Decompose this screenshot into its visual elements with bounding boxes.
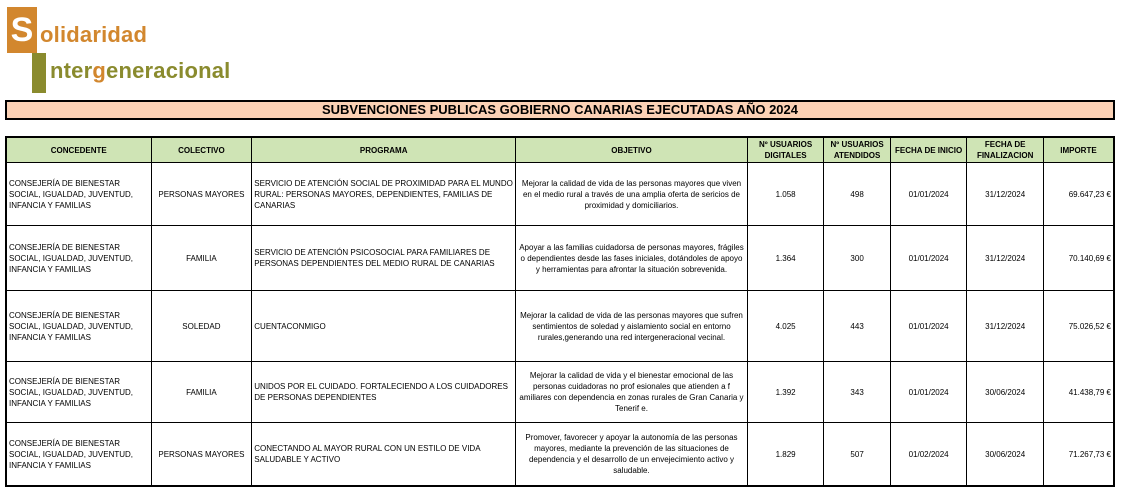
- cell-usuarios-atendidos: 498: [824, 163, 890, 226]
- cell-fecha-fin: 30/06/2024: [967, 423, 1044, 487]
- table-row: [6, 226, 1114, 291]
- cell-importe: 69.647,23 €: [1043, 163, 1114, 226]
- logo: [4, 4, 256, 94]
- page-title: SUBVENCIONES PUBLICAS GOBIERNO CANARIAS EJECUTADAS AÑO 2024: [5, 100, 1115, 120]
- cell-fecha-inicio: 01/01/2024: [890, 163, 967, 226]
- header-colectivo: COLECTIVO: [151, 137, 252, 163]
- cell-usuarios-atendidos: 443: [824, 291, 890, 362]
- header-usuarios-atendidos: Nº USUARIOS ATENDIDOS: [824, 137, 890, 163]
- cell-programa: SERVICIO DE ATENCIÓN PSICOSOCIAL PARA FAMILIARES DE PERSONAS DEPENDIENTES DEL MEDIO RURAL DE CANARIAS: [252, 226, 516, 291]
- logo-letter-s: S: [10, 11, 34, 49]
- cell-objetivo: Mejorar la calidad de vida y el bienestar emocional de las personas cuidadoras no prof esionales que atienden a f amiliares con dependencia en zonas rurales de Gran Canaria y Tenerif e.: [516, 362, 748, 423]
- cell-objetivo: Apoyar a las familias cuidadorsa de personas mayores, frágiles o dependientes desde las fases iniciales, dotándoles de apoyo y herramientas para afrontar la situación sobrevenida.: [516, 226, 748, 291]
- table-row: [6, 362, 1114, 423]
- table-header-row: [6, 137, 1114, 163]
- logo-word2-part-b: eneracional: [106, 58, 231, 83]
- logo-word-solidaridad: olidaridad: [40, 22, 148, 47]
- header-concedente: CONCEDENTE: [6, 137, 151, 163]
- cell-usuarios-digitales: 4.025: [747, 291, 824, 362]
- cell-fecha-inicio: 01/02/2024: [890, 423, 967, 487]
- header-importe: IMPORTE: [1043, 137, 1114, 163]
- table-row: [6, 291, 1114, 362]
- table-row: [6, 423, 1114, 487]
- subsidies-table: [5, 136, 1115, 487]
- logo-word2-part-a: nter: [50, 58, 93, 83]
- cell-fecha-fin: 30/06/2024: [967, 362, 1044, 423]
- cell-programa: CUENTACONMIGO: [252, 291, 516, 362]
- cell-importe: 70.140,69 €: [1043, 226, 1114, 291]
- cell-fecha-inicio: 01/01/2024: [890, 226, 967, 291]
- cell-usuarios-atendidos: 507: [824, 423, 890, 487]
- cell-colectivo: PERSONAS MAYORES: [151, 423, 252, 487]
- cell-programa: SERVICIO DE ATENCIÓN SOCIAL DE PROXIMIDAD PARA EL MUNDO RURAL: PERSONAS MAYORES, DEPENDIENTES, FAMILIAS DE CANARIAS: [252, 163, 516, 226]
- logo-word2-g: g: [92, 58, 107, 83]
- cell-usuarios-digitales: 1.392: [747, 362, 824, 423]
- logo-i-block: [32, 53, 46, 93]
- cell-objetivo: Promover, favorecer y apoyar la autonomía de las personas mayores, mediante la prevención de las situaciones de dependencia y el desarrollo de un envejecimiento activo y saludable.: [516, 423, 748, 487]
- cell-concedente: CONSEJERÍA DE BIENESTAR SOCIAL, IGUALDAD, JUVENTUD, INFANCIA Y FAMILIAS: [6, 423, 151, 487]
- table-row: [6, 163, 1114, 226]
- cell-fecha-inicio: 01/01/2024: [890, 362, 967, 423]
- cell-objetivo: Mejorar la calidad de vida de las personas mayores que sufren sentimientos de soledad y aislamiento social en entorno rurales,generando una red intergeneracional vecinal.: [516, 291, 748, 362]
- cell-usuarios-atendidos: 300: [824, 226, 890, 291]
- logo-s-block: [7, 7, 37, 53]
- logo-word-intergeneracional: [50, 58, 231, 84]
- cell-fecha-fin: 31/12/2024: [967, 226, 1044, 291]
- cell-colectivo: PERSONAS MAYORES: [151, 163, 252, 226]
- cell-usuarios-digitales: 1.058: [747, 163, 824, 226]
- cell-importe: 75.026,52 €: [1043, 291, 1114, 362]
- cell-fecha-fin: 31/12/2024: [967, 291, 1044, 362]
- cell-programa: CONECTANDO AL MAYOR RURAL CON UN ESTILO DE VIDA SALUDABLE Y ACTIVO: [252, 423, 516, 487]
- cell-colectivo: SOLEDAD: [151, 291, 252, 362]
- cell-importe: 41.438,79 €: [1043, 362, 1114, 423]
- cell-usuarios-digitales: 1.829: [747, 423, 824, 487]
- cell-importe: 71.267,73 €: [1043, 423, 1114, 487]
- cell-concedente: CONSEJERÍA DE BIENESTAR SOCIAL, IGUALDAD, JUVENTUD, INFANCIA Y FAMILIAS: [6, 362, 151, 423]
- cell-fecha-inicio: 01/01/2024: [890, 291, 967, 362]
- header-usuarios-digitales: Nº USUARIOS DIGITALES: [747, 137, 824, 163]
- cell-fecha-fin: 31/12/2024: [967, 163, 1044, 226]
- cell-usuarios-digitales: 1.364: [747, 226, 824, 291]
- cell-programa: UNIDOS POR EL CUIDADO. FORTALECIENDO A LOS CUIDADORES DE PERSONAS DEPENDIENTES: [252, 362, 516, 423]
- cell-objetivo: Mejorar la calidad de vida de las personas mayores que viven en el medio rural a través de una amplia oferta de sericios de proximidad y domiciliarios.: [516, 163, 748, 226]
- header-objetivo: OBJETIVO: [516, 137, 748, 163]
- cell-concedente: CONSEJERÍA DE BIENESTAR SOCIAL, IGUALDAD, JUVENTUD, INFANCIA Y FAMILIAS: [6, 226, 151, 291]
- header-fecha-inicio: FECHA DE INICIO: [890, 137, 967, 163]
- header-fecha-finalizacion: FECHA DE FINALIZACION: [967, 137, 1044, 163]
- header-programa: PROGRAMA: [252, 137, 516, 163]
- cell-colectivo: FAMILIA: [151, 226, 252, 291]
- cell-usuarios-atendidos: 343: [824, 362, 890, 423]
- cell-concedente: CONSEJERÍA DE BIENESTAR SOCIAL, IGUALDAD, JUVENTUD, INFANCIA Y FAMILIAS: [6, 291, 151, 362]
- cell-concedente: CONSEJERÍA DE BIENESTAR SOCIAL, IGUALDAD, JUVENTUD, INFANCIA Y FAMILIAS: [6, 163, 151, 226]
- cell-colectivo: FAMILIA: [151, 362, 252, 423]
